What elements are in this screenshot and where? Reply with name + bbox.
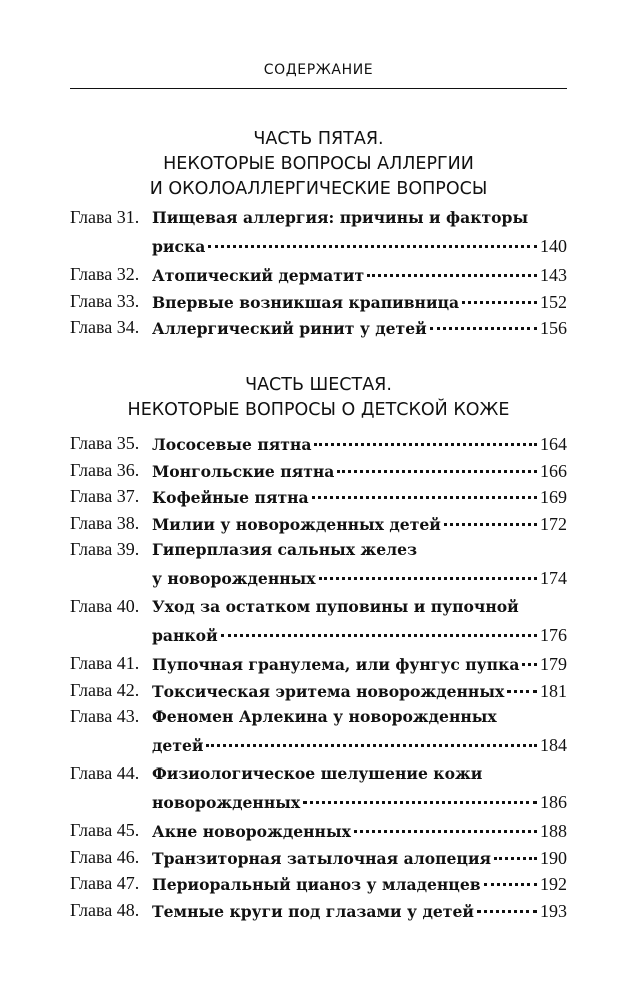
dot-leader: [208, 245, 537, 248]
toc-entry[interactable]: [70, 870, 567, 897]
page-number: 152: [540, 291, 567, 312]
chapter-label: Глава 47.: [70, 873, 140, 893]
page-number: 184: [540, 735, 567, 755]
page-number: 181: [540, 680, 567, 701]
chapter-label: Глава 38.: [70, 512, 140, 533]
dot-leader: [337, 470, 537, 473]
toc-entry[interactable]: [70, 677, 567, 704]
part-title-line: НЕКОТОРЫЕ ВОПРОСЫ АЛЛЕРГИИ: [163, 154, 474, 174]
chapter-title: Уход за остатком пуповины и пупочной: [152, 597, 519, 616]
dot-leader: [303, 801, 537, 804]
chapter-title: Милии у новорожденных детей: [152, 514, 441, 534]
dot-leader: [312, 496, 537, 499]
dot-leader: [314, 443, 537, 446]
page-number: 172: [540, 513, 567, 534]
part-title-line: ЧАСТЬ ПЯТАЯ.: [253, 129, 384, 149]
chapter-title: Акне новорожденных: [152, 822, 351, 841]
part-title-line: ЧАСТЬ ШЕСТАЯ.: [245, 375, 392, 395]
page-number: 140: [540, 236, 567, 256]
page-number: 188: [540, 821, 567, 841]
toc-entry[interactable]: [70, 650, 567, 677]
chapter-title: новорожденных: [152, 793, 301, 812]
page-number: 179: [540, 654, 567, 674]
dot-leader: [319, 577, 537, 580]
page-number: 193: [540, 900, 567, 921]
page-number: 143: [540, 265, 567, 285]
chapter-label: Глава 42.: [70, 679, 140, 700]
chapter-label: Глава 46.: [70, 846, 140, 867]
toc-entry[interactable]: [70, 844, 567, 871]
chapter-title: ранкой: [152, 626, 218, 645]
page-number: 186: [540, 792, 567, 812]
chapter-title: Феномен Арлекина у новорожденных: [152, 707, 497, 726]
dot-leader: [367, 274, 537, 277]
part-title-5: [70, 127, 567, 202]
toc-entry[interactable]: [70, 288, 567, 315]
chapter-title: Кофейные пятна: [152, 488, 309, 507]
chapter-label: Глава 44.: [70, 763, 140, 783]
page-number: 192: [540, 874, 567, 894]
dot-leader: [522, 663, 537, 666]
page-number: 156: [540, 318, 567, 338]
toc-entry[interactable]: [70, 510, 567, 537]
chapter-title: детей: [152, 736, 204, 755]
running-head: СОДЕРЖАНИЕ: [263, 62, 374, 78]
chapter-title: Токсическая эритема новорожденных: [152, 681, 505, 701]
chapter-title: Лососевые пятна: [152, 435, 312, 454]
chapter-title: риска: [152, 237, 206, 256]
chapter-title: Монгольские пятна: [152, 461, 335, 481]
chapter-label: Глава 35.: [70, 433, 140, 453]
dot-leader: [507, 690, 537, 693]
dot-leader: [430, 327, 537, 330]
toc-part-6: [70, 430, 567, 923]
toc-part-5: [70, 204, 567, 341]
chapter-title: Транзиторная затылочная алопеция: [152, 848, 492, 868]
dot-leader: [477, 910, 537, 913]
header-rule: [70, 88, 567, 89]
chapter-title: Периоральный цианоз у младенцев: [152, 875, 481, 894]
toc-entry[interactable]: [70, 314, 567, 341]
toc-entry[interactable]: [70, 457, 567, 484]
chapter-label: Глава 48.: [70, 899, 140, 920]
chapter-title: Атопический дерматит: [152, 266, 365, 285]
chapter-label: Глава 39.: [70, 539, 140, 559]
page-number: 169: [540, 487, 567, 507]
chapter-title: Гиперплазия сальных желез: [152, 540, 418, 559]
chapter-title: у новорожденных: [152, 569, 316, 588]
part-title-line: И ОКОЛОАЛЛЕРГИЧЕСКИЕ ВОПРОСЫ: [149, 179, 488, 199]
page-number: 176: [540, 625, 567, 645]
chapter-title: Физиологическое шелушение кожи: [152, 764, 483, 783]
page-number: 166: [540, 460, 567, 481]
chapter-label: Глава 41.: [70, 653, 140, 673]
chapter-title: Аллергический ринит у детей: [152, 319, 427, 338]
chapter-label: Глава 40.: [70, 596, 140, 616]
dot-leader: [494, 857, 537, 860]
toc-entry[interactable]: [70, 760, 567, 817]
page-number: 174: [540, 568, 567, 588]
chapter-label: Глава 32.: [70, 264, 140, 284]
toc-entry[interactable]: [70, 593, 567, 650]
part-title-line: НЕКОТОРЫЕ ВОПРОСЫ О ДЕТСКОЙ КОЖЕ: [127, 400, 510, 420]
dot-leader: [206, 744, 537, 747]
chapter-label: Глава 43.: [70, 706, 140, 726]
dot-leader: [221, 634, 537, 637]
chapter-title: Пищевая аллергия: причины и факторы: [152, 208, 529, 227]
dot-leader: [484, 883, 537, 886]
chapter-label: Глава 34.: [70, 317, 140, 337]
dot-leader: [354, 830, 537, 833]
toc-entry[interactable]: [70, 897, 567, 924]
chapter-label: Глава 33.: [70, 290, 140, 311]
toc-entry[interactable]: [70, 430, 567, 457]
chapter-title: Пупочная гранулема, или фунгус пупка: [152, 655, 520, 674]
toc-entry[interactable]: [70, 817, 567, 844]
chapter-label: Глава 37.: [70, 486, 140, 506]
toc-entry[interactable]: [70, 536, 567, 593]
chapter-title: Темные круги под глазами у детей: [152, 901, 474, 921]
chapter-label: Глава 31.: [70, 207, 140, 227]
toc-entry[interactable]: [70, 703, 567, 760]
part-title-6: [70, 373, 567, 423]
toc-entry[interactable]: [70, 204, 567, 261]
dot-leader: [462, 301, 537, 304]
dot-leader: [444, 523, 537, 526]
chapter-label: Глава 45.: [70, 820, 140, 840]
toc-entry[interactable]: [70, 261, 567, 288]
page-number: 164: [540, 434, 567, 454]
chapter-title: Впервые возникшая крапивница: [152, 292, 460, 312]
chapter-label: Глава 36.: [70, 459, 140, 480]
page-number: 190: [540, 847, 567, 868]
toc-entry[interactable]: [70, 483, 567, 510]
